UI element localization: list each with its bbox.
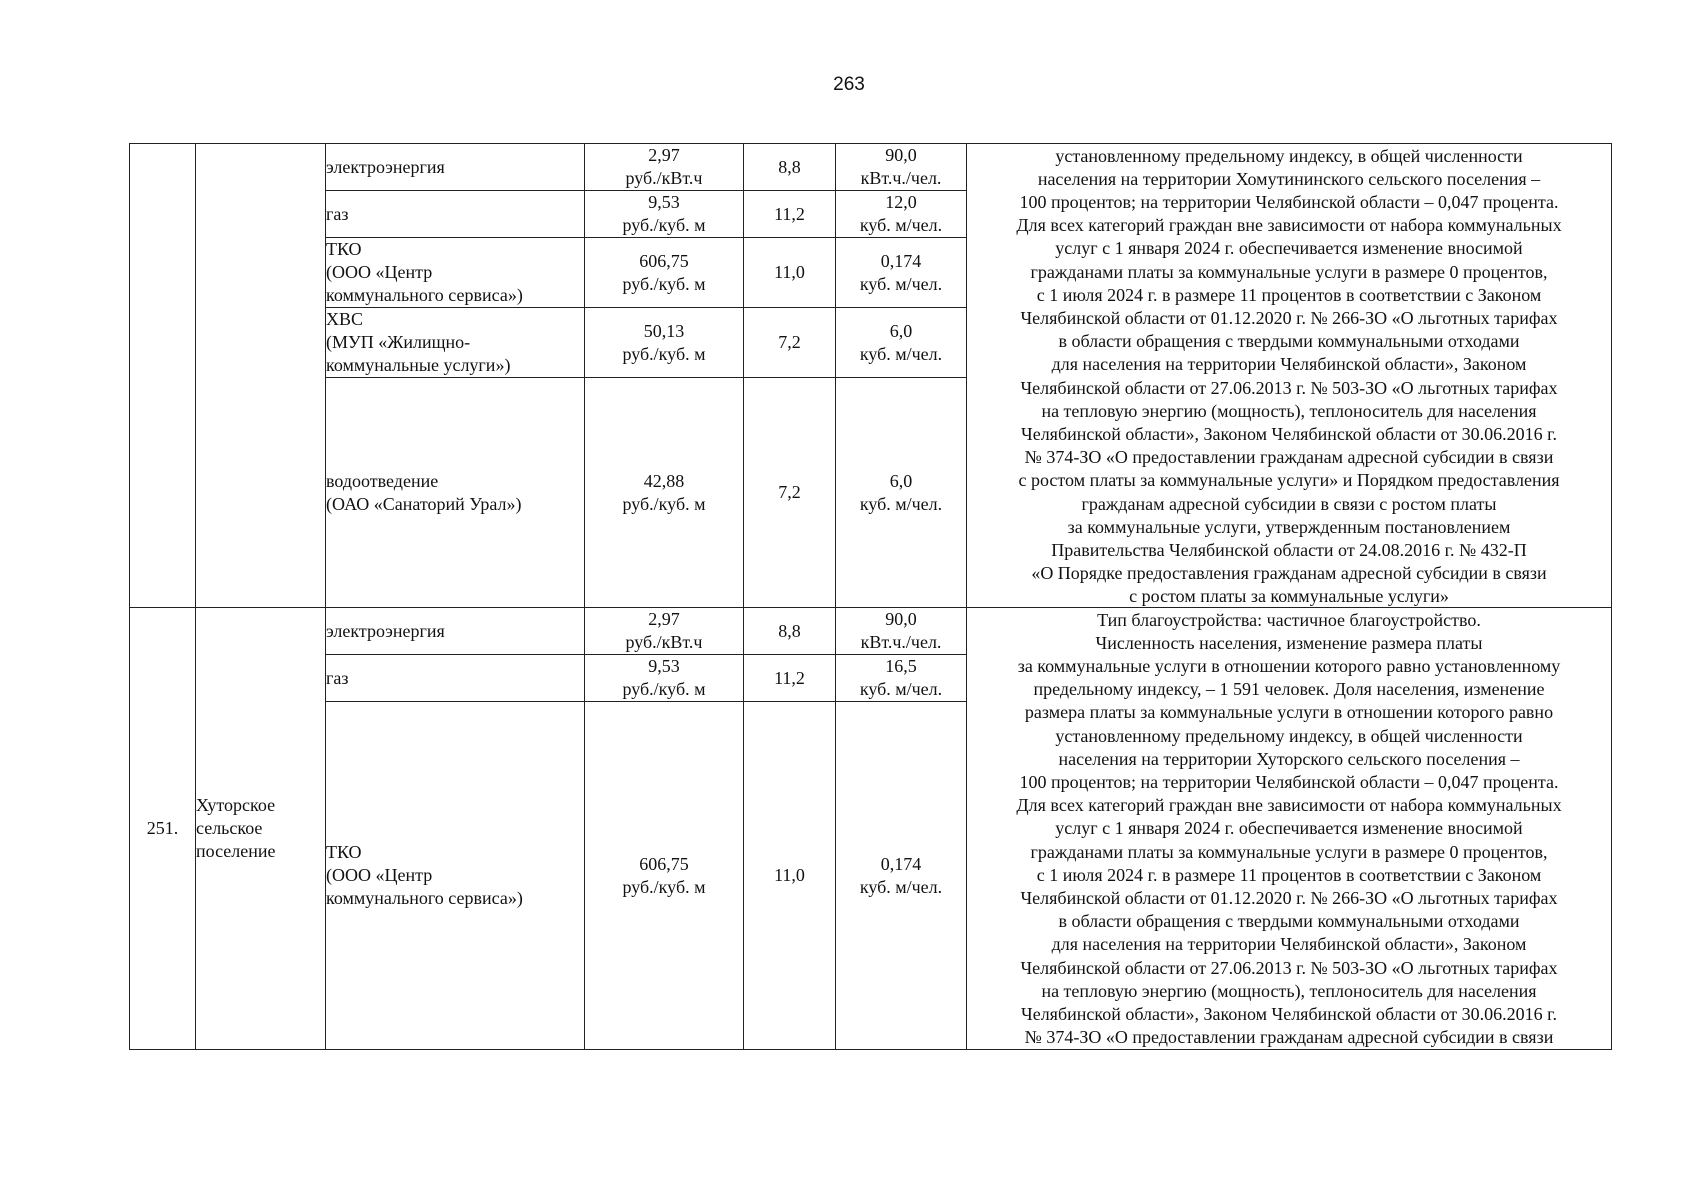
tariff-cell (585, 191, 744, 238)
tariff-line: 42,88 (643, 470, 685, 491)
tariff-line: 50,13 (643, 320, 685, 341)
note-line: с 1 июля 2024 г. в размере 11 процентов в соответствии с Законом (1036, 864, 1542, 885)
norm-cell (836, 308, 967, 378)
percent-cell: 11,0 (744, 238, 836, 308)
percent-cell: 11,2 (744, 191, 836, 238)
norm-line: 0,174 (880, 250, 922, 271)
tariff-cell (585, 308, 744, 378)
note-line: на тепловую энергию (мощность), теплоноситель для населения (1041, 400, 1537, 421)
note-line: населения на территории Хомутининского сельского поселения – (1037, 168, 1541, 189)
tariff-line: руб./куб. м (622, 343, 706, 364)
tariff-cell (585, 655, 744, 702)
norm-line: куб. м/чел. (859, 343, 943, 364)
note-text (967, 145, 1611, 607)
percent-cell: 7,2 (744, 378, 836, 608)
note-line: за коммунальные услуги в отношении которого равно установленному (1017, 655, 1561, 676)
service-line: коммунальные услуги») (326, 355, 511, 375)
service-cell (326, 144, 585, 191)
tariff-line: 9,53 (648, 656, 680, 676)
norm-cell (836, 238, 967, 308)
service-cell (326, 238, 585, 308)
note-line: 100 процентов; на территории Челябинской области – 0,047 процента. (1019, 191, 1559, 212)
tariff-line: руб./кВт.ч (625, 632, 703, 652)
note-cell (967, 144, 1612, 608)
note-line: Челябинской области от 27.06.2013 г. № 503-ЗО «О льготных тарифах (1020, 957, 1558, 978)
note-line: услуг с 1 января 2024 г. обеспечивается изменение вносимой (1055, 818, 1523, 839)
note-line: с 1 июля 2024 г. в размере 11 процентов в соответствии с Законом (1036, 284, 1542, 305)
settlement-name-line: Хуторское (196, 795, 276, 815)
tariff-line: руб./куб. м (622, 679, 706, 699)
tariff-line: руб./куб. м (622, 273, 706, 294)
note-line: № 374-ЗО «О предоставлении гражданам адресной субсидии в связи (1024, 447, 1554, 468)
norm-line: куб. м/чел. (859, 215, 943, 235)
tariff-line: 2,97 (648, 609, 680, 629)
note-line: в области обращения с твердыми коммунальными отходами (1058, 331, 1520, 352)
tariff-line: руб./куб. м (622, 215, 706, 235)
note-line: Тип благоустройства: частичное благоустройство. (1097, 609, 1481, 630)
service-line: электроэнергия (326, 620, 445, 641)
note-line: гражданами платы за коммунальные услуги в размере 0 процентов, (1030, 841, 1548, 862)
norm-line: кВт.ч./чел. (860, 632, 942, 652)
note-cell (967, 608, 1612, 1050)
norm-line: 6,0 (889, 470, 913, 491)
norm-cell (836, 608, 967, 655)
note-line: на тепловую энергию (мощность), теплоноситель для населения (1041, 980, 1537, 1001)
note-line: Челябинской области от 01.12.2020 г. № 266-ЗО «О льготных тарифах (1020, 887, 1558, 908)
service-line: электроэнергия (326, 156, 445, 177)
percent-cell: 8,8 (744, 608, 836, 655)
note-line: 100 процентов; на территории Челябинской области – 0,047 процента. (1019, 771, 1559, 792)
tariff-line: руб./куб. м (622, 876, 706, 897)
service-cell (326, 378, 585, 608)
tariff-cell (585, 608, 744, 655)
note-line: с ростом платы за коммунальные услуги» (1129, 586, 1449, 607)
service-line: (ОАО «Санаторий Урал») (326, 493, 522, 514)
tariff-line: руб./кВт.ч (625, 168, 703, 188)
note-line: в области обращения с твердыми коммунальными отходами (1058, 911, 1520, 932)
note-line: предельному индексу, – 1 591 человек. Доля населения, изменение (1033, 679, 1545, 700)
service-line: (МУП «Жилищно- (326, 332, 471, 352)
row-number-cell: 251. (130, 608, 196, 1050)
norm-line: куб. м/чел. (859, 876, 943, 897)
service-line: ТКО (326, 842, 362, 862)
percent-cell: 8,8 (744, 144, 836, 191)
note-line: для населения на территории Челябинской области», Законом (1051, 354, 1527, 375)
tariff-cell (585, 378, 744, 608)
tariff-cell (585, 702, 744, 1050)
note-text (967, 609, 1611, 1049)
tariff-cell (585, 144, 744, 191)
service-line: газ (326, 667, 349, 688)
norm-line: кВт.ч./чел. (860, 168, 942, 188)
table-row (130, 144, 1612, 191)
note-line: Правительства Челябинской области от 24.08.2016 г. № 432-П (1051, 539, 1527, 560)
service-line: ТКО (326, 239, 362, 259)
note-line: Челябинской области от 27.06.2013 г. № 503-ЗО «О льготных тарифах (1020, 377, 1558, 398)
note-line: для населения на территории Челябинской области», Законом (1051, 934, 1527, 955)
note-line: Челябинской области», Законом Челябинской области от 30.06.2016 г. (1021, 1003, 1557, 1024)
tariff-line: 606,75 (639, 853, 689, 874)
service-line: газ (326, 203, 349, 224)
note-line: установленному предельному индексу, в общей численности (1055, 145, 1523, 166)
tariff-line: руб./куб. м (622, 493, 706, 514)
service-cell (326, 702, 585, 1050)
norm-line: 16,5 (885, 656, 917, 676)
norm-cell (836, 191, 967, 238)
tariff-line: 606,75 (639, 250, 689, 271)
note-line: «О Порядке предоставления гражданам адресной субсидии в связи (1031, 563, 1547, 584)
row-number-cell (130, 144, 196, 608)
service-cell (326, 655, 585, 702)
norm-cell (836, 378, 967, 608)
note-line: Челябинской области», Законом Челябинской области от 30.06.2016 г. (1021, 423, 1557, 444)
note-line: Численность населения, изменение размера платы (1095, 632, 1483, 653)
norm-line: 6,0 (889, 320, 913, 341)
settlement-name-line: поселение (196, 841, 276, 861)
norm-line: 90,0 (885, 145, 917, 165)
note-line: населения на территории Хуторского сельского поселения – (1058, 748, 1520, 769)
note-line: с ростом платы за коммунальные услуги» и Порядком предоставления (1018, 470, 1560, 491)
note-line: Для всех категорий граждан вне зависимости от набора коммунальных (1016, 795, 1562, 816)
norm-cell (836, 702, 967, 1050)
note-line: Для всех категорий граждан вне зависимости от набора коммунальных (1016, 215, 1562, 236)
note-line: за коммунальные услуги, утвержденным постановлением (1067, 516, 1511, 537)
norm-line: куб. м/чел. (859, 273, 943, 294)
settlement-name-line: сельское (196, 818, 263, 838)
service-line: ХВС (326, 309, 364, 329)
note-line: гражданам адресной субсидии в связи с ростом платы (1081, 493, 1497, 514)
norm-line: куб. м/чел. (859, 493, 943, 514)
percent-cell: 7,2 (744, 308, 836, 378)
note-line: № 374-ЗО «О предоставлении гражданам адресной субсидии в связи (1024, 1027, 1554, 1048)
norm-line: 12,0 (885, 192, 917, 212)
tariff-cell (585, 238, 744, 308)
page-number: 263 (833, 74, 865, 95)
service-line: (ООО «Центр (326, 262, 433, 282)
norm-line: куб. м/чел. (859, 679, 943, 699)
norm-line: 90,0 (885, 609, 917, 629)
note-line: гражданами платы за коммунальные услуги в размере 0 процентов, (1030, 261, 1548, 282)
norm-cell (836, 655, 967, 702)
service-cell (326, 191, 585, 238)
tariff-line: 9,53 (648, 192, 680, 212)
service-cell (326, 608, 585, 655)
settlement-name-cell (196, 144, 326, 608)
service-line: (ООО «Центр (326, 865, 433, 885)
table-row (130, 608, 1612, 655)
tariff-table (129, 143, 1612, 1050)
service-line: коммунального сервиса») (326, 285, 523, 305)
service-line: коммунального сервиса») (326, 888, 523, 908)
settlement-name-cell (196, 608, 326, 1050)
note-line: услуг с 1 января 2024 г. обеспечивается изменение вносимой (1055, 238, 1523, 259)
note-line: размера платы за коммунальные услуги в отношении которого равно (1024, 702, 1554, 723)
note-line: установленному предельному индексу, в общей численности (1055, 725, 1523, 746)
norm-line: 0,174 (880, 853, 922, 874)
norm-cell (836, 144, 967, 191)
note-line: Челябинской области от 01.12.2020 г. № 266-ЗО «О льготных тарифах (1020, 307, 1558, 328)
percent-cell: 11,2 (744, 655, 836, 702)
service-cell (326, 308, 585, 378)
service-line: водоотведение (326, 470, 439, 491)
percent-cell: 11,0 (744, 702, 836, 1050)
tariff-line: 2,97 (648, 145, 680, 165)
